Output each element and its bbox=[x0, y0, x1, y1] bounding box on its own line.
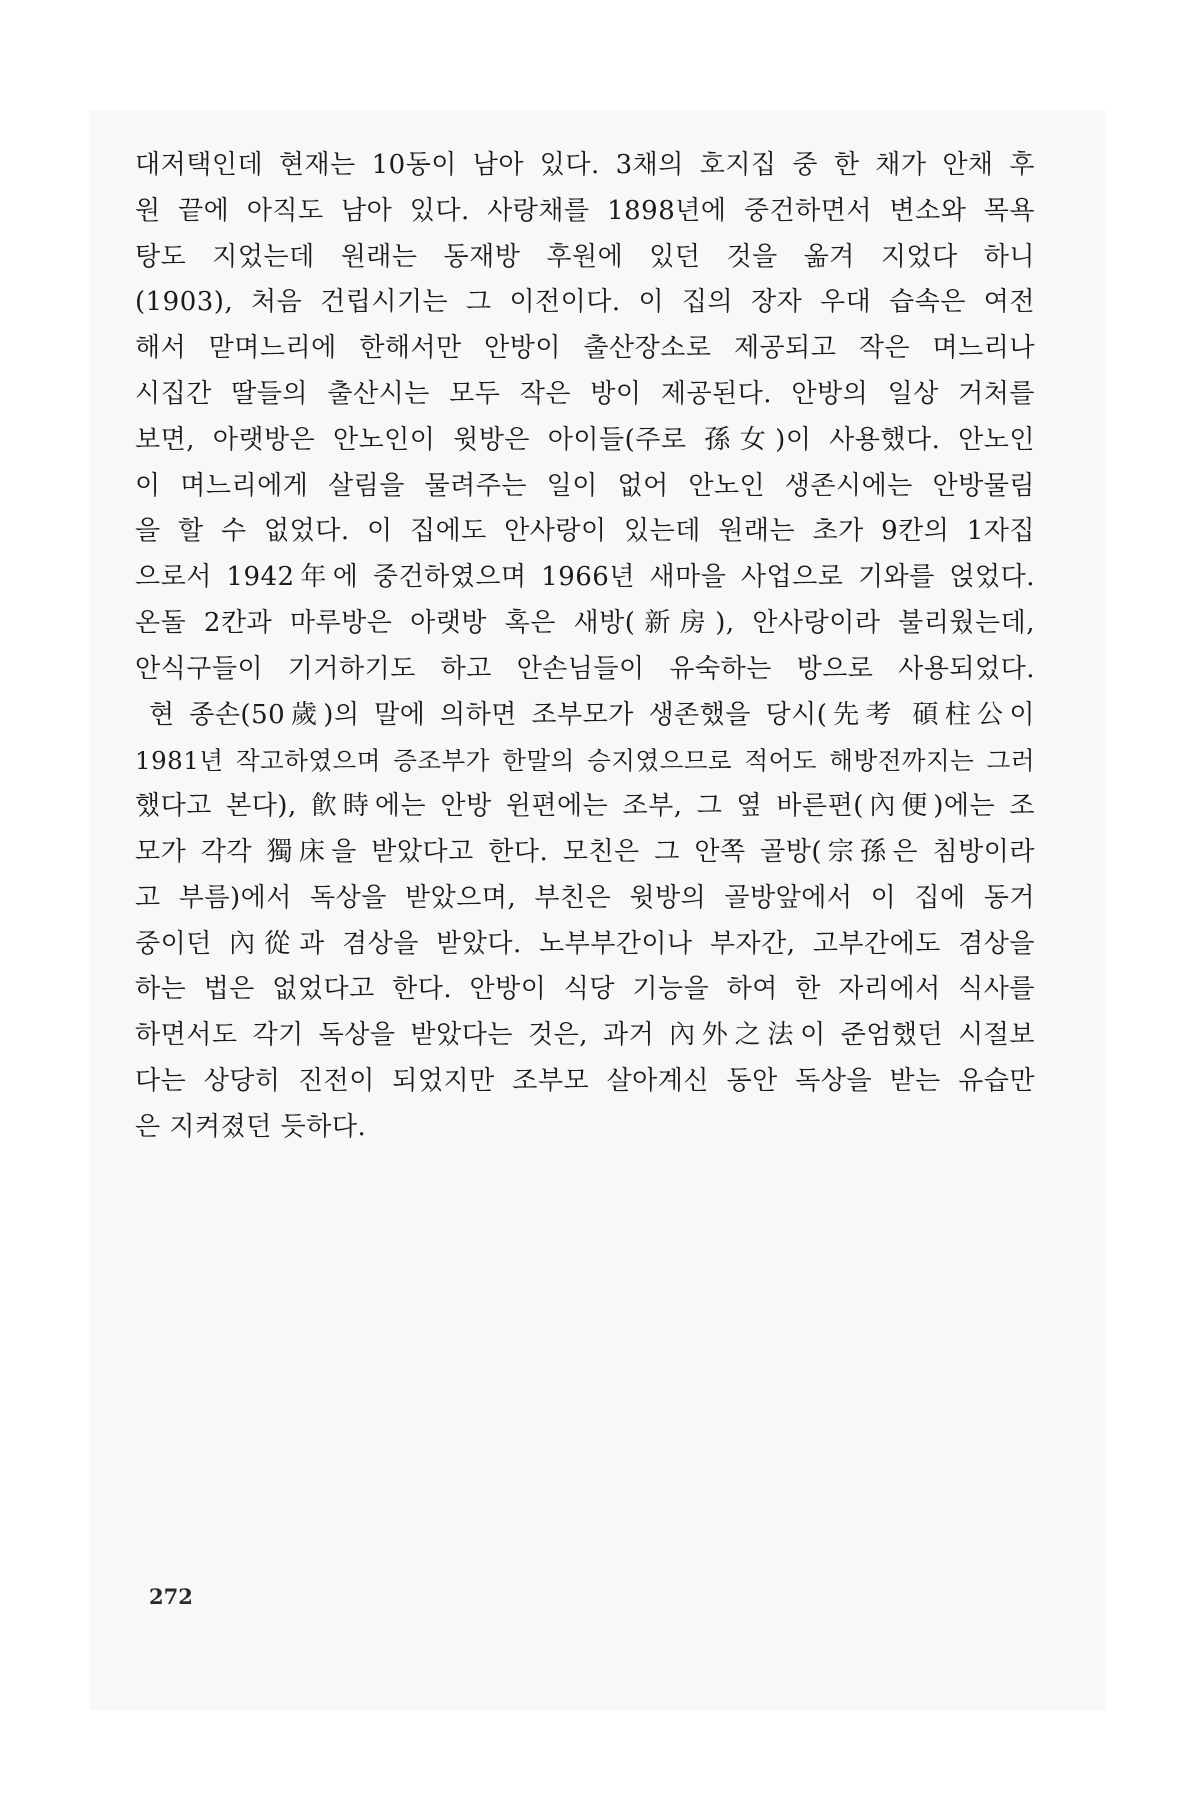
text-line: 탕도 지었는데 원래는 동재방 후원에 있던 것을 옮겨 지었다 하니 bbox=[135, 241, 1035, 272]
text-line: 하면서도 각기 독상을 받았다는 것은, 과거 內外之法이 준엄했던 시절보 bbox=[135, 1020, 1035, 1051]
text-line: 으로서 1942年에 중건하였으며 1966년 새마을 사업으로 기와를 얹었다. bbox=[135, 562, 1035, 593]
text-line: 다는 상당히 진전이 되었지만 조부모 살아계신 동안 독상을 받는 유습만 bbox=[135, 1065, 1035, 1096]
body-text bbox=[135, 143, 1035, 1151]
text-line: 대저택인데 현재는 10동이 남아 있다. 3채의 호지집 중 한 채가 안채 후 bbox=[135, 150, 1035, 180]
text-line: 온돌 2칸과 마루방은 아랫방 혹은 새방(新房), 안사랑이라 불리웠는데, bbox=[135, 607, 1035, 638]
text-line: 했다고 본다), 飮時에는 안방 윈편에는 조부, 그 옆 바른편(內便)에는 조 bbox=[135, 791, 1035, 822]
page-number: 272 bbox=[149, 1584, 193, 1609]
text-line: 원 끝에 아직도 남아 있다. 사랑채를 1898년에 중건하면서 변소와 목욕 bbox=[135, 195, 1035, 226]
text-line: 현 종손(50歲)의 말에 의하면 조부모가 생존했을 당시(先考 碩柱公이 bbox=[149, 699, 1035, 730]
text-line: (1903), 처음 건립시기는 그 이전이다. 이 집의 장자 우대 습속은 여전 bbox=[135, 287, 1035, 318]
text-line: 이 며느리에게 살림을 물려주는 일이 없어 안노인 생존시에는 안방물림 bbox=[135, 470, 1035, 501]
text-line: 을 할 수 없었다. 이 집에도 안사랑이 있는데 원래는 초가 9칸의 1자집 bbox=[135, 516, 1035, 547]
text-line: 중이던 內從과 겸상을 받았다. 노부부간이나 부자간, 고부간에도 겸상을 bbox=[135, 928, 1035, 959]
text-line: 안식구들이 기거하기도 하고 안손님들이 유숙하는 방으로 사용되었다. bbox=[135, 653, 1035, 684]
text-line: 해서 맏며느리에 한해서만 안방이 출산장소로 제공되고 작은 며느리나 bbox=[135, 333, 1035, 364]
text-line: 은 지켜졌던 듯하다. bbox=[135, 1111, 367, 1142]
text-line: 고 부름)에서 독상을 받았으며, 부친은 윗방의 골방앞에서 이 집에 동거 bbox=[135, 882, 1035, 913]
text-line: 모가 각각 獨床을 받았다고 한다. 모친은 그 안쪽 골방(宗孫은 침방이라 bbox=[135, 836, 1035, 867]
text-line: 1981년 작고하였으며 증조부가 한말의 승지였으므로 적어도 해방전까지는 그러 bbox=[135, 746, 1035, 776]
text-line: 하는 법은 없었다고 한다. 안방이 식당 기능을 하여 한 자리에서 식사를 bbox=[135, 974, 1035, 1005]
text-line: 시집간 딸들의 출산시는 모두 작은 방이 제공된다. 안방의 일상 거처를 bbox=[135, 378, 1035, 409]
text-line: 보면, 아랫방은 안노인이 윗방은 아이들(주로 孫女)이 사용했다. 안노인 bbox=[135, 424, 1035, 455]
